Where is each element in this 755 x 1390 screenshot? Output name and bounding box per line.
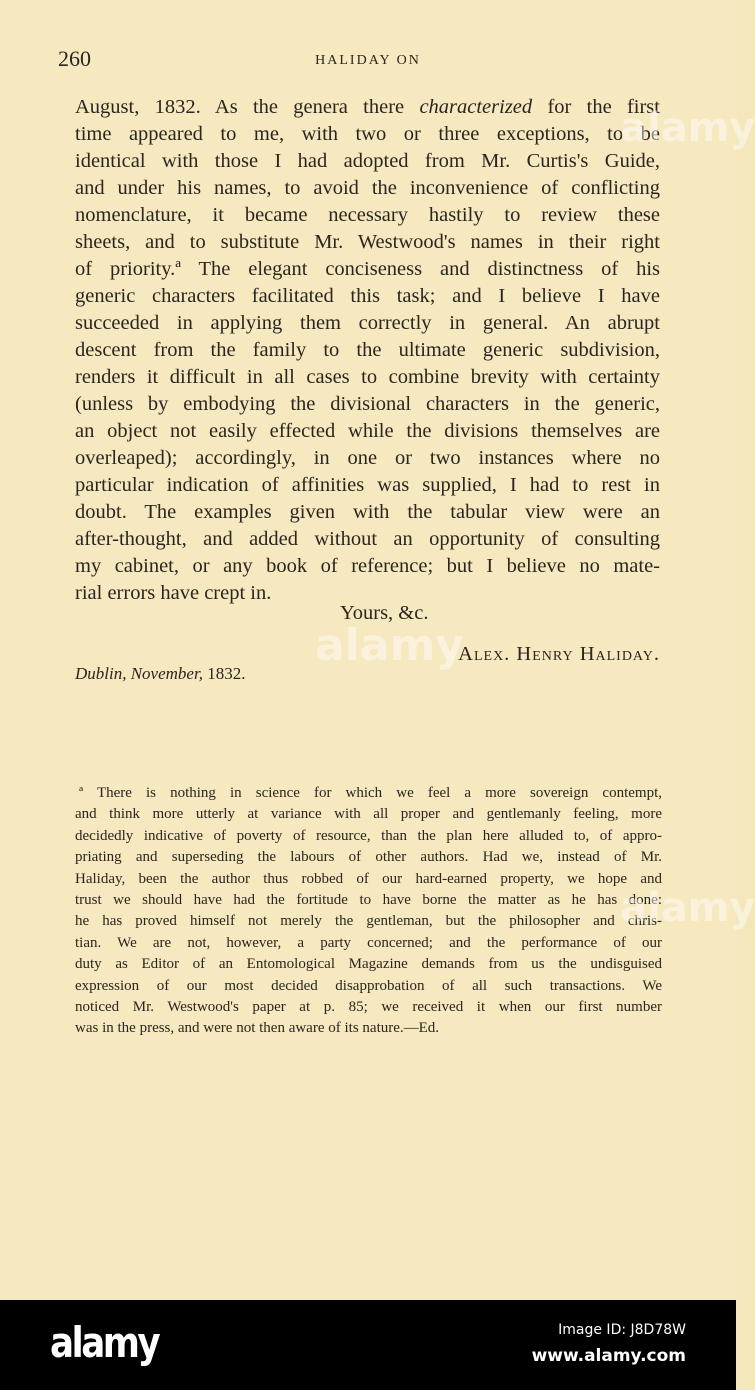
text-line: doubt. The examples given with the tabular view were an — [75, 501, 660, 523]
watermark-overlay: alamy — [620, 105, 755, 151]
place-date — [75, 664, 245, 684]
text-line: succeeded in applying them correctly in general. An abrupt — [75, 312, 660, 334]
text-line: rial errors have crept in. — [75, 582, 272, 604]
signature: Alex. Henry Haliday. — [458, 643, 660, 665]
text-line: (unless by embodying the divisional characters in the generic, — [75, 393, 660, 415]
text-line: priating and superseding the labours of other authors. Had we, instead of Mr. — [75, 849, 662, 866]
text-line: of priority.ª The elegant conciseness and distinctness of his — [75, 258, 660, 280]
text-line: noticed Mr. Westwood's paper at p. 85; we received it when our first number — [75, 999, 662, 1016]
text-line: August, 1832. As the genera there characterized for the first — [75, 96, 660, 118]
text-line: tian. We are not, however, a party concerned; and the performance of our — [75, 934, 662, 951]
image-id: Image ID: J8D78W — [558, 1322, 686, 1338]
closing: Yours, &c. — [340, 602, 429, 624]
text-line: decidedly indicative of poverty of resource, than the plan here alluded to, of appro- — [75, 827, 662, 844]
text-line: nomenclature, it became necessary hastily to review these — [75, 204, 660, 226]
text-line: ª There is nothing in science for which we feel a more sovereign contempt, — [79, 785, 662, 801]
watermark-url: www.alamy.com — [531, 1346, 686, 1366]
text-line: particular indication of affinities was supplied, I had to rest in — [75, 474, 660, 496]
footnote — [75, 783, 662, 1040]
body-text — [75, 94, 660, 607]
text-line: my cabinet, or any book of reference; but I believe no mate- — [75, 555, 660, 577]
text-line: and under his names, to avoid the inconvenience of conflicting — [75, 177, 660, 199]
alamy-logo: alamy — [50, 1318, 159, 1367]
text-line: overleaped); accordingly, in one or two instances where no — [75, 447, 660, 469]
text-line: expression of our most decided disapprobation of all such transactions. We — [75, 977, 662, 994]
text-line: identical with those I had adopted from Mr. Curtis's Guide, — [75, 150, 660, 172]
text-line: was in the press, and were not then aware of its nature.—Ed. — [75, 1020, 440, 1037]
text-line: he has proved himself not merely the gentleman, but the philosopher and chris- — [75, 913, 662, 930]
text-line: time appeared to me, with two or three exceptions, to be — [75, 123, 660, 145]
text-line: generic characters facilitated this task; and I believe I have — [75, 285, 660, 307]
running-head: HALIDAY ON — [315, 53, 421, 68]
italic-word: characterized — [419, 96, 533, 118]
text-line: Haliday, been the author thus robbed of our hard-earned property, we hope and — [75, 870, 662, 887]
text-line: and think more utterly at variance with all proper and gentlemanly feeling, more — [75, 806, 662, 823]
text-line: an object not easily effected while the divisions themselves are — [75, 420, 660, 442]
text-line: after-thought, and added without an opportunity of consulting — [75, 528, 660, 550]
text-line: duty as Editor of an Entomological Magazine demands from us the undisguised — [75, 956, 662, 973]
watermark-overlay: alamy — [315, 620, 464, 671]
text-line: trust we should have had the fortitude to have borne the matter as he has done: — [75, 892, 662, 909]
year: 1832. — [207, 664, 246, 683]
text-line: renders it difficult in all cases to combine brevity with certainty — [75, 366, 660, 388]
text-line: sheets, and to substitute Mr. Westwood's names in their right — [75, 231, 660, 253]
place: Dublin, November, — [75, 664, 203, 683]
watermark-bar — [0, 1300, 736, 1390]
watermark-overlay: alamy — [620, 885, 755, 931]
text-line: descent from the family to the ultimate generic subdivision, — [75, 339, 660, 361]
page-number: 260 — [58, 46, 91, 71]
